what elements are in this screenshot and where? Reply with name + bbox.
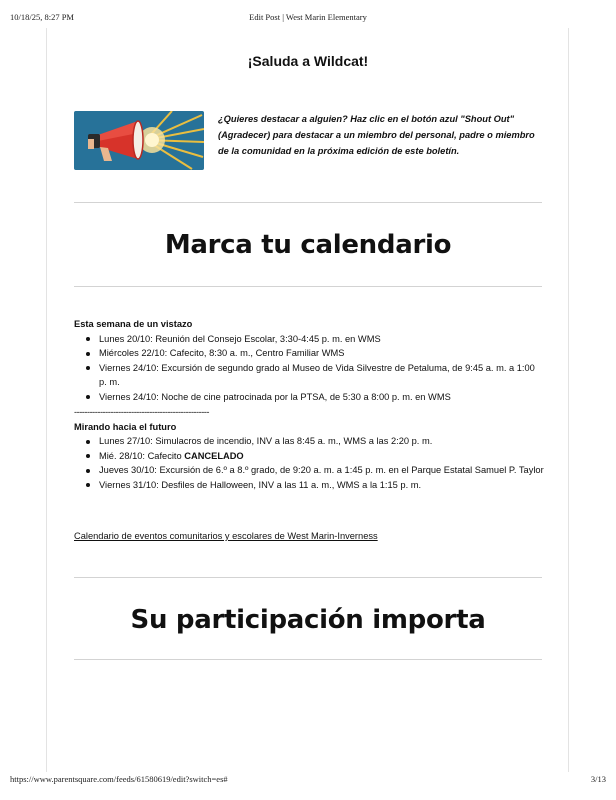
- list-item: Viernes 24/10: Excursión de segundo grado al Museo de Vida Silvestre de Petaluma, de 9:45 a. m. a 1:00 p. m.: [99, 361, 544, 390]
- divider: [74, 202, 542, 203]
- list-item: [99, 449, 544, 464]
- cancelled-label: CANCELADO: [184, 450, 244, 461]
- divider: [74, 659, 542, 660]
- looking-ahead-title: Mirando hacia el futuro: [74, 421, 177, 432]
- print-header: [10, 12, 606, 22]
- community-calendar-link[interactable]: Calendario de eventos comunitarios y escolares de West Marin-Inverness: [74, 531, 378, 541]
- dashed-separator: ----------------------------------------------------: [74, 407, 209, 417]
- print-datetime: 10/18/25, 8:27 PM: [10, 12, 74, 22]
- this-week-title: Esta semana de un vistazo: [74, 319, 193, 329]
- looking-ahead-list: [74, 434, 544, 492]
- print-page-number: 3/13: [590, 774, 606, 784]
- list-item-text: Mié. 28/10: Cafecito: [99, 450, 185, 461]
- list-item: Jueves 30/10: Excursión de 6.º a 8.º grado, de 9:20 a. m. a 1:45 p. m. en el Parque Estatal Samuel P. Taylor: [99, 463, 544, 478]
- megaphone-banner-image: [74, 111, 204, 170]
- this-week-section: [74, 317, 544, 492]
- calendar-heading: Marca tu calendario: [164, 230, 452, 260]
- list-item: Lunes 27/10: Simulacros de incendio, INV a las 8:45 a. m., WMS a las 2:20 p. m.: [99, 434, 544, 449]
- page-frame-left: [46, 28, 47, 772]
- list-item: Viernes 24/10: Noche de cine patrocinada por la PTSA, de 5:30 a 8:00 p. m. en WMS: [99, 390, 544, 405]
- list-item: Lunes 20/10: Reunión del Consejo Escolar, 3:30-4:45 p. m. en WMS: [99, 332, 544, 347]
- shout-out-title: ¡Saluda a Wildcat!: [247, 53, 369, 69]
- participation-heading: Su participación importa: [130, 605, 486, 635]
- shout-out-text: ¿Quieres destacar a alguien? Haz clic en el botón azul "Shout Out" (Agradecer) para destacar a un miembro del personal, padre o miembro de la comunidad en la próxima edición de este boletín.: [218, 114, 535, 156]
- print-footer: [10, 774, 606, 784]
- print-url: https://www.parentsquare.com/feeds/61580619/edit?switch=es#: [10, 774, 228, 784]
- list-item: Miércoles 22/10: Cafecito, 8:30 a. m., Centro Familiar WMS: [99, 346, 544, 361]
- print-page-title: Edit Post | West Marin Elementary: [249, 12, 367, 22]
- divider: [74, 577, 542, 578]
- this-week-list: [74, 332, 544, 405]
- list-item: Viernes 31/10: Desfiles de Halloween, INV a las 11 a. m., WMS a la 1:15 p. m.: [99, 478, 544, 493]
- page-frame-right: [568, 28, 569, 772]
- megaphone-icon: [74, 111, 204, 170]
- divider: [74, 286, 542, 287]
